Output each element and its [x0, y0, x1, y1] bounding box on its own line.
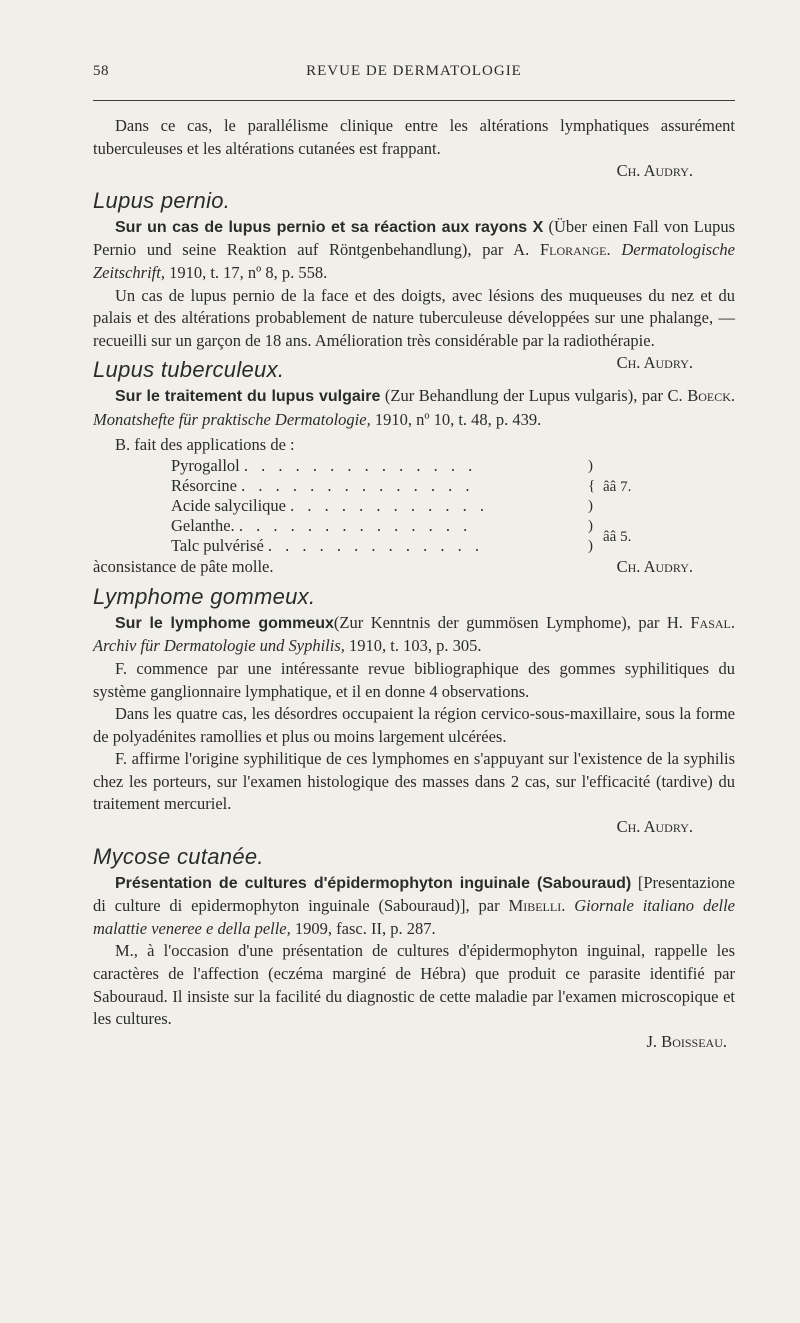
prescription-item — [171, 516, 735, 536]
reference-text: . — [730, 386, 735, 406]
reference-text: . — [606, 240, 622, 260]
reference-lupus-tuberculeux — [93, 385, 735, 431]
body-text: Un cas de lupus pernio de la face et des doigts, avec lésions des muqueuses du nez et du palais et des altérations probablement de nature tuberculeuse développées sur une phalange, — recueilli sur un garçon de 18 ans. Amélioration très considérable par la radiothérapie. — [93, 285, 735, 350]
ingredient: Résorcine — [171, 476, 237, 496]
section-heading-lymphome-gommeux: Lymphome gommeux. — [93, 583, 316, 609]
leader-dots: . . . . . . . . . . . . . . — [238, 516, 472, 536]
prescription-item — [171, 496, 735, 516]
journal-name: Dermatologische Zeitschrift, — [93, 240, 735, 282]
leader-dots: . . . . . . . . . . . . . . — [243, 456, 477, 476]
journal-name: Giornale italiano delle malattie veneree e della pelle, — [93, 896, 736, 938]
author-name: Mibelli — [508, 896, 562, 916]
signature: J. Boisseau. — [646, 1031, 727, 1051]
journal-name: Archiv für Dermatologie und Syphilis, — [93, 636, 345, 656]
article-title: Présentation de cultures d'épidermophyton inguinale (Sabouraud) — [115, 874, 632, 892]
prescription-end — [93, 556, 735, 579]
intro-signature: Ch. Audry. — [616, 161, 693, 181]
reference-text: 1910, nº 10, t. 48, p. 439. — [370, 409, 542, 429]
reference-mycose — [93, 872, 735, 941]
body-paragraph: F. affirme l'origine syphilitique de ces lymphomes en s'appuyant sur l'existence de la syphilis chez les porteurs, sur l'examen histologique des masses dans 2 cas, sur l'efficacité (tardive) du traitement mercuriel. — [93, 749, 735, 814]
reference-text: . — [730, 612, 735, 632]
author-name: Boeck — [687, 386, 731, 406]
reference-text: 1909, fasc. II, p. 287. — [290, 918, 436, 938]
running-title: REVUE DE DERMATOLOGIE — [306, 63, 522, 79]
article-title: Sur le lymphome gommeux — [115, 614, 334, 632]
leader-dots: . . . . . . . . . . . . . . — [241, 476, 474, 496]
brace-mark: ) ) — [588, 518, 593, 555]
article-title: Sur un cas de lupus pernio et sa réaction aux rayons X — [115, 218, 544, 236]
leader-dots: . . . . . . . . . . . . . — [267, 536, 484, 556]
reference-text: . — [561, 896, 575, 916]
leader-dots: . . . . . . . . . . . . — [290, 496, 489, 516]
section-heading-lupus-tuberculeux: Lupus tuberculeux. — [93, 357, 285, 383]
signature: Ch. Audry. — [616, 817, 693, 837]
prescription-item — [171, 536, 735, 556]
section-heading-mycose-cutanee: Mycose cutanée. — [93, 843, 264, 869]
ingredient: Acide salycilique — [171, 496, 287, 516]
dose-label: ââ 5. — [603, 529, 632, 546]
prescription-item — [171, 476, 735, 496]
article-body — [93, 115, 735, 1053]
section-heading-lupus-pernio: Lupus pernio. — [93, 187, 231, 213]
reference-text: (Über einen Fall von Lupus Pernio und seine Reaktion auf Röntgenbehandlung), par A. — [93, 216, 735, 260]
running-header — [93, 63, 735, 87]
body-paragraph: M., à l'occasion d'une présentation de cultures d'épidermophyton inguinal, rappelle les caractères de l'affection (eczéma marginé de Hébra) que produit ce parasite identifié par Sabouraud. Il insiste sur la facilité du diagnostic de cette maladie par l'examen microscopique et les cultures. — [93, 941, 735, 1029]
reference-text: 1910, t. 103, p. 305. — [344, 636, 482, 656]
prescription-group-1 — [171, 456, 735, 516]
prescription-group-2 — [171, 516, 735, 556]
page-number: 58 — [93, 63, 109, 79]
reference-text: 1910, t. 17, nº 8, p. 558. — [164, 262, 328, 282]
body-paragraph: F. commence par une intéressante revue bibliographique des gommes syphilitiques du système ganglionnaire lymphatique, et il en donne 4 observations. — [93, 658, 735, 701]
reference-lupus-pernio — [93, 216, 735, 285]
signature: Ch. Audry. — [616, 557, 693, 577]
ingredient: Gelanthe. — [171, 516, 235, 536]
ingredient: Pyrogallol — [171, 456, 240, 476]
reference-lymphome — [93, 612, 735, 658]
signature: Ch. Audry. — [616, 353, 693, 373]
reference-text: (Zur Behandlung der Lupus vulgaris), par C. — [380, 386, 688, 406]
ingredient: Talc pulvérisé — [171, 536, 264, 556]
prescription-item — [171, 456, 735, 476]
article-title: Sur le traitement du lupus vulgaire — [115, 388, 381, 406]
prescription — [93, 434, 735, 579]
author-name: Fasal — [690, 612, 731, 632]
reference-text: [Presentazione di culture di epidermophyton inguinale (Sabouraud)], par — [93, 872, 735, 916]
header-rule — [93, 100, 735, 101]
brace-mark: ) { ) — [588, 458, 596, 515]
author-name: Florange — [539, 240, 607, 260]
journal-name: Monatshefte für praktische Dermatologie, — [93, 409, 371, 429]
body-text: àconsistance de pâte molle. — [93, 557, 274, 577]
prescription-intro: B. fait des applications de : — [115, 434, 295, 454]
body-paragraph: Dans les quatre cas, les désordres occupaient la région cervico-sous-maxillaire, sous la forme de polyadénites ramollies et plus ou moins largement ulcérées. — [93, 704, 735, 746]
reference-text: (Zur Kenntnis der gummösen Lymphome), par H. — [333, 612, 691, 632]
intro-paragraph: Dans ce cas, le parallélisme clinique entre les altérations lymphatiques assurément tuberculeuses et les altérations cutanées est frappant. — [93, 116, 735, 158]
dose-label: ââ 7. — [603, 479, 632, 496]
